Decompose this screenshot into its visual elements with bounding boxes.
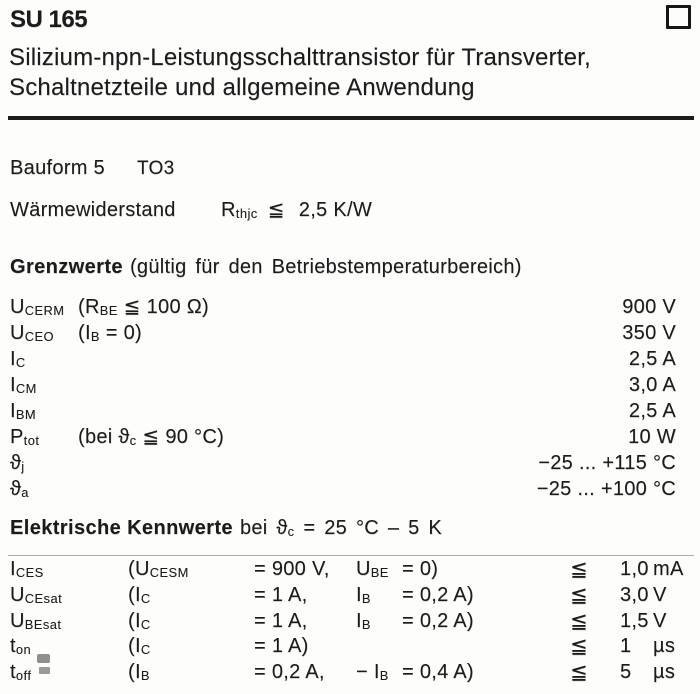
value-number: 1,5 (620, 609, 649, 632)
print-artifact (37, 654, 50, 663)
bauform-label: Bauform 5 (10, 157, 105, 179)
subscript: C (140, 642, 151, 658)
condition-equation-2: = 0,2 A) (402, 583, 474, 606)
value-number: 3,0 (620, 583, 649, 606)
value-unit: mA (653, 558, 684, 580)
thermal-resistance-line (10, 197, 372, 222)
subtitle-line-2: Schaltnetzteile und allgemeine Anwendung (9, 74, 475, 101)
text-token: t (10, 661, 16, 684)
text-token: I (10, 347, 16, 370)
text-token: (R (78, 296, 100, 318)
text-token: R (221, 199, 236, 221)
text-token: = 25 °C – 5 K (294, 517, 443, 539)
leq-symbol: ≦ (570, 609, 588, 633)
subscript: tot (23, 432, 40, 448)
subscript: on (15, 642, 32, 658)
limit-value: 10 W (628, 425, 676, 448)
quantity-symbol (10, 348, 78, 374)
test-condition (78, 322, 622, 348)
subscript: B (379, 667, 389, 683)
text-token: I (356, 583, 362, 606)
subscript: CES (15, 564, 44, 580)
text-token: t (10, 635, 16, 658)
text-token: = 0) (99, 321, 142, 344)
limits-heading-note: (gültig für den Betriebstemperaturbereich) (129, 256, 522, 278)
condition-symbol (128, 558, 254, 584)
subscript: C (140, 616, 151, 632)
condition-symbol (128, 635, 254, 661)
condition-equation: = 900 V, (254, 558, 330, 580)
leq-symbol: ≦ (570, 661, 588, 685)
characteristics-heading-bold: Elektrische Kennwerte (10, 517, 233, 539)
subtitle-line-1: Silizium-npn-Leistungsschalttransistor für Transverter, (9, 44, 591, 71)
subscript: BE (370, 564, 389, 580)
text-token: U (10, 321, 25, 344)
thermal-label: Wärmewiderstand (10, 199, 176, 221)
text-token: (I (128, 583, 141, 606)
leq-symbol: ≦ (570, 558, 588, 581)
text-token: ϑ (10, 451, 22, 474)
text-token: U (10, 296, 25, 318)
text-token: ≦ 90 °C) (136, 425, 225, 448)
test-condition (78, 452, 538, 478)
limit-value: −25 ... +100 °C (536, 477, 676, 500)
limit-value: 3,0 A (628, 373, 676, 396)
condition-equation: = 1 A, (254, 583, 308, 606)
limits-table (0, 296, 700, 504)
limits-heading (10, 256, 522, 279)
text-token: U (356, 558, 371, 580)
subscript: CM (15, 380, 37, 396)
quantity-symbol (10, 661, 128, 687)
text-token: (I (128, 609, 141, 632)
subscript: CERM (24, 302, 65, 318)
value-unit: µs (653, 635, 676, 658)
thermal-symbol (221, 199, 258, 221)
subscript: BM (15, 406, 37, 422)
subscript: off (15, 667, 32, 683)
limits-heading-bold: Grenzwerte (10, 256, 123, 278)
condition-equation-2: = 0) (402, 558, 439, 580)
table-row (10, 426, 676, 452)
text-token: (I (128, 661, 141, 684)
text-token: (I (128, 635, 141, 658)
text-token: (I (78, 321, 91, 344)
subscript: B (90, 328, 100, 344)
test-condition (78, 400, 629, 426)
characteristics-table (0, 558, 700, 687)
leq-symbol: ≦ (570, 635, 588, 659)
thermal-value: 2,5 K/W (298, 199, 373, 221)
package-type: TO3 (136, 158, 175, 179)
condition-symbol-2 (356, 584, 402, 610)
condition-symbol-2 (356, 635, 402, 661)
quantity-symbol (10, 478, 78, 504)
condition-equation: = 1 A) (254, 635, 309, 658)
condition-symbol (128, 610, 254, 636)
test-condition (78, 296, 622, 322)
characteristics-heading-conditions (240, 517, 442, 539)
limit-value: 350 V (622, 321, 676, 344)
table-row (10, 374, 676, 400)
limit-value: 2,5 A (628, 347, 676, 370)
test-condition (78, 374, 629, 400)
limit-value: −25 ... +115 °C (538, 451, 676, 474)
subscript: CEsat (24, 590, 63, 606)
quantity-symbol (10, 400, 78, 426)
text-token: U (10, 609, 25, 632)
leq-symbol: ≦ (570, 583, 588, 607)
subscript: a (21, 484, 29, 500)
table-row (10, 635, 690, 661)
characteristics-heading (10, 517, 442, 540)
condition-symbol (128, 584, 254, 610)
subscript: C (15, 354, 26, 370)
bauform-line (10, 157, 174, 180)
table-row (10, 400, 676, 426)
text-token: ϑ (10, 477, 22, 500)
square-outline-icon (666, 5, 691, 29)
table-row (10, 478, 676, 504)
condition-symbol-2 (356, 661, 402, 687)
table-row (10, 661, 690, 687)
header-divider (8, 116, 694, 120)
subscript: c (129, 432, 137, 448)
condition-symbol-2 (356, 610, 402, 636)
text-token: (bei ϑ (78, 425, 130, 448)
table-row (10, 584, 690, 610)
limit-value: 2,5 A (628, 399, 676, 422)
quantity-symbol (10, 374, 78, 400)
quantity-symbol (10, 296, 78, 322)
text-token: I (10, 558, 16, 580)
subscript: CEO (24, 328, 55, 344)
condition-equation: = 0,2 A, (254, 661, 325, 684)
quantity-symbol (10, 584, 128, 610)
table-row (10, 296, 676, 322)
characteristics-divider (8, 555, 694, 556)
table-row (10, 452, 676, 478)
text-token: (U (128, 558, 150, 580)
value-number: 1,0 (620, 558, 649, 580)
text-token: P (10, 425, 24, 448)
table-row (10, 348, 676, 374)
quantity-symbol (10, 452, 78, 478)
condition-equation-2: = 0,4 A) (402, 661, 474, 684)
value-unit: V (653, 583, 667, 606)
text-token: I (356, 609, 362, 632)
table-row (10, 558, 690, 584)
text-token: bei ϑ (239, 517, 288, 539)
page-title: SU 165 (10, 6, 88, 33)
test-condition (78, 478, 537, 504)
text-token: ≦ 100 Ω) (117, 296, 209, 318)
subscript: BE (99, 302, 118, 318)
subscript: B (361, 590, 371, 606)
leq-symbol: ≦ (267, 199, 285, 221)
subscript: c (287, 523, 295, 539)
subscript: BEsat (24, 616, 62, 632)
value-number: 1 (620, 635, 632, 658)
text-token: I (10, 399, 16, 422)
quantity-symbol (10, 322, 78, 348)
test-condition (78, 348, 629, 374)
subscript: j (21, 458, 25, 474)
subscript: B (361, 616, 371, 632)
text-token: − I (356, 661, 380, 684)
subscript: B (140, 667, 150, 683)
table-row (10, 610, 690, 636)
value-unit: V (653, 609, 667, 632)
quantity-symbol (10, 426, 78, 452)
text-token: U (10, 583, 25, 606)
table-row (10, 322, 676, 348)
condition-equation-2 (402, 635, 570, 661)
text-token: I (10, 373, 16, 396)
condition-equation: = 1 A, (254, 609, 308, 632)
value-unit: µs (653, 661, 676, 684)
quantity-symbol (10, 610, 128, 636)
condition-equation-2: = 0,2 A) (402, 609, 474, 632)
subscript: CESM (149, 564, 189, 580)
subscript: C (140, 590, 151, 606)
value-number: 5 (620, 661, 632, 684)
subscript: thjc (235, 205, 258, 221)
limit-value: 900 V (622, 296, 676, 318)
quantity-symbol (10, 558, 128, 584)
test-condition (78, 426, 628, 452)
condition-symbol-2 (356, 558, 402, 584)
condition-symbol (128, 661, 254, 687)
quantity-symbol (10, 635, 128, 661)
